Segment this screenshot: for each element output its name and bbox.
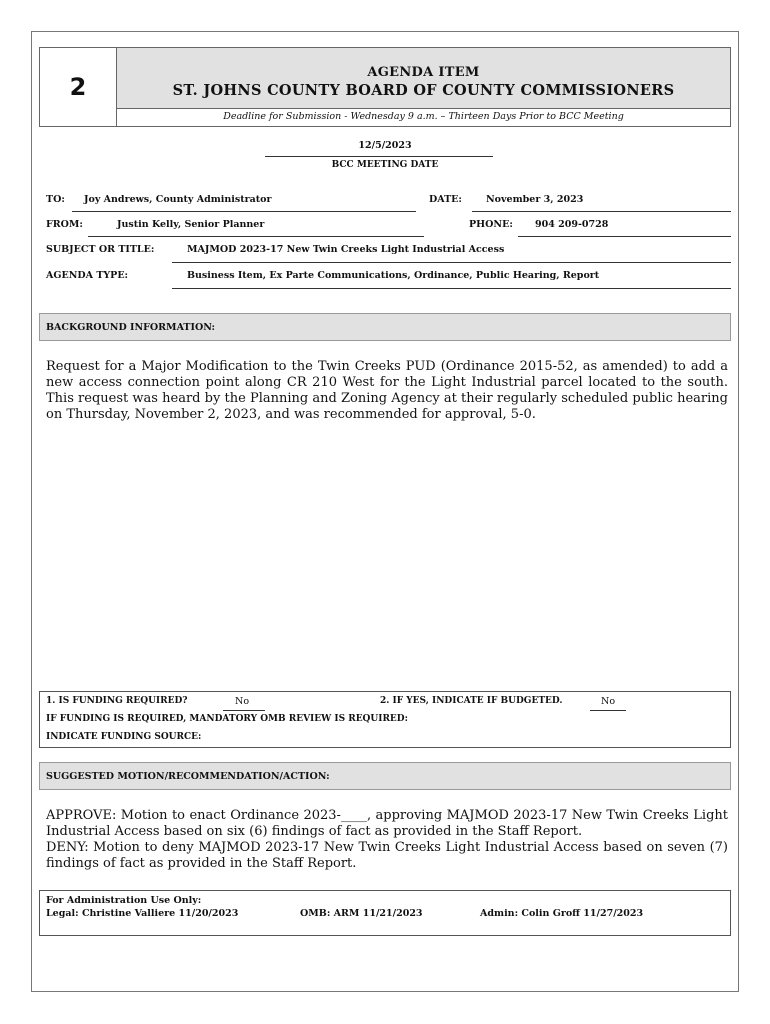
funding-required-label: 1. IS FUNDING REQUIRED? xyxy=(46,696,188,706)
motion-approve-text: APPROVE: Motion to enact Ordinance 2023-____, approving MAJMOD 2023-17 New Twin Creeks Light Industrial Access based on six (6) findings of fact as provided in the Staff Report. xyxy=(46,808,728,839)
date-value: November 3, 2023 xyxy=(486,194,584,205)
background-text: Request for a Major Modification to the Twin Creeks PUD (Ordinance 2015-52, as amended) to add a new access connection point along CR 210 West for the Light Industrial parcel located to the south. This request was heard by the Planning and Zoning Agency at their regularly scheduled public hearing on Thursday, November 2, 2023, and was recommended for approval, 5-0. xyxy=(46,359,728,422)
agenda-type-value: Business Item, Ex Parte Communications, Ordinance, Public Hearing, Report xyxy=(187,270,600,281)
date-underline xyxy=(472,211,731,212)
motion-heading: SUGGESTED MOTION/RECOMMENDATION/ACTION: xyxy=(39,762,731,790)
omb-review-note: IF FUNDING IS REQUIRED, MANDATORY OMB REVIEW IS REQUIRED: xyxy=(46,714,408,724)
agenda-item-number: 2 xyxy=(39,47,117,127)
submission-deadline: Deadline for Submission - Wednesday 9 a.m. – Thirteen Days Prior to BCC Meeting xyxy=(116,108,731,127)
budgeted-label: 2. IF YES, INDICATE IF BUDGETED. xyxy=(380,696,563,706)
omb-approval: OMB: ARM 11/21/2023 xyxy=(300,908,423,919)
budgeted-underline xyxy=(590,710,626,711)
phone-value: 904 209-0728 xyxy=(535,219,609,230)
phone-label: PHONE: xyxy=(469,219,513,230)
to-underline xyxy=(72,211,416,212)
header-title-line1: AGENDA ITEM xyxy=(367,65,480,80)
phone-underline xyxy=(518,236,731,237)
admin-use-heading: For Administration Use Only: xyxy=(46,895,202,906)
admin-approval: Admin: Colin Groff 11/27/2023 xyxy=(480,908,644,919)
funding-box xyxy=(39,691,731,748)
from-label: FROM: xyxy=(46,219,83,230)
legal-approval: Legal: Christine Valliere 11/20/2023 xyxy=(46,908,239,919)
meeting-date-label: BCC MEETING DATE xyxy=(331,160,439,170)
subject-label: SUBJECT OR TITLE: xyxy=(46,244,155,255)
motion-deny-text: DENY: Motion to deny MAJMOD 2023-17 New Twin Creeks Light Industrial Access based on seven (7) findings of fact as provided in the Staff Report. xyxy=(46,840,728,871)
subject-underline xyxy=(172,262,731,263)
funding-required-value: No xyxy=(235,696,250,707)
to-label: TO: xyxy=(46,194,65,205)
admin-use-box xyxy=(39,890,731,936)
subject-value: MAJMOD 2023-17 New Twin Creeks Light Industrial Access xyxy=(187,244,505,255)
agenda-type-underline xyxy=(172,288,731,289)
agenda-type-label: AGENDA TYPE: xyxy=(46,270,129,281)
header-title-block xyxy=(116,47,731,109)
meeting-date: 12/5/2023 xyxy=(358,140,412,151)
meeting-date-rule xyxy=(265,156,493,157)
header-title-line2: ST. JOHNS COUNTY BOARD OF COUNTY COMMISSIONERS xyxy=(172,82,675,99)
funding-required-underline xyxy=(223,710,265,711)
to-value: Joy Andrews, County Administrator xyxy=(84,194,272,205)
date-label: DATE: xyxy=(429,194,462,205)
background-heading: BACKGROUND INFORMATION: xyxy=(39,313,731,341)
budgeted-value: No xyxy=(601,696,616,707)
from-value: Justin Kelly, Senior Planner xyxy=(117,219,265,230)
from-underline xyxy=(88,236,424,237)
agenda-item-page xyxy=(31,31,739,992)
funding-source-label: INDICATE FUNDING SOURCE: xyxy=(46,732,202,742)
